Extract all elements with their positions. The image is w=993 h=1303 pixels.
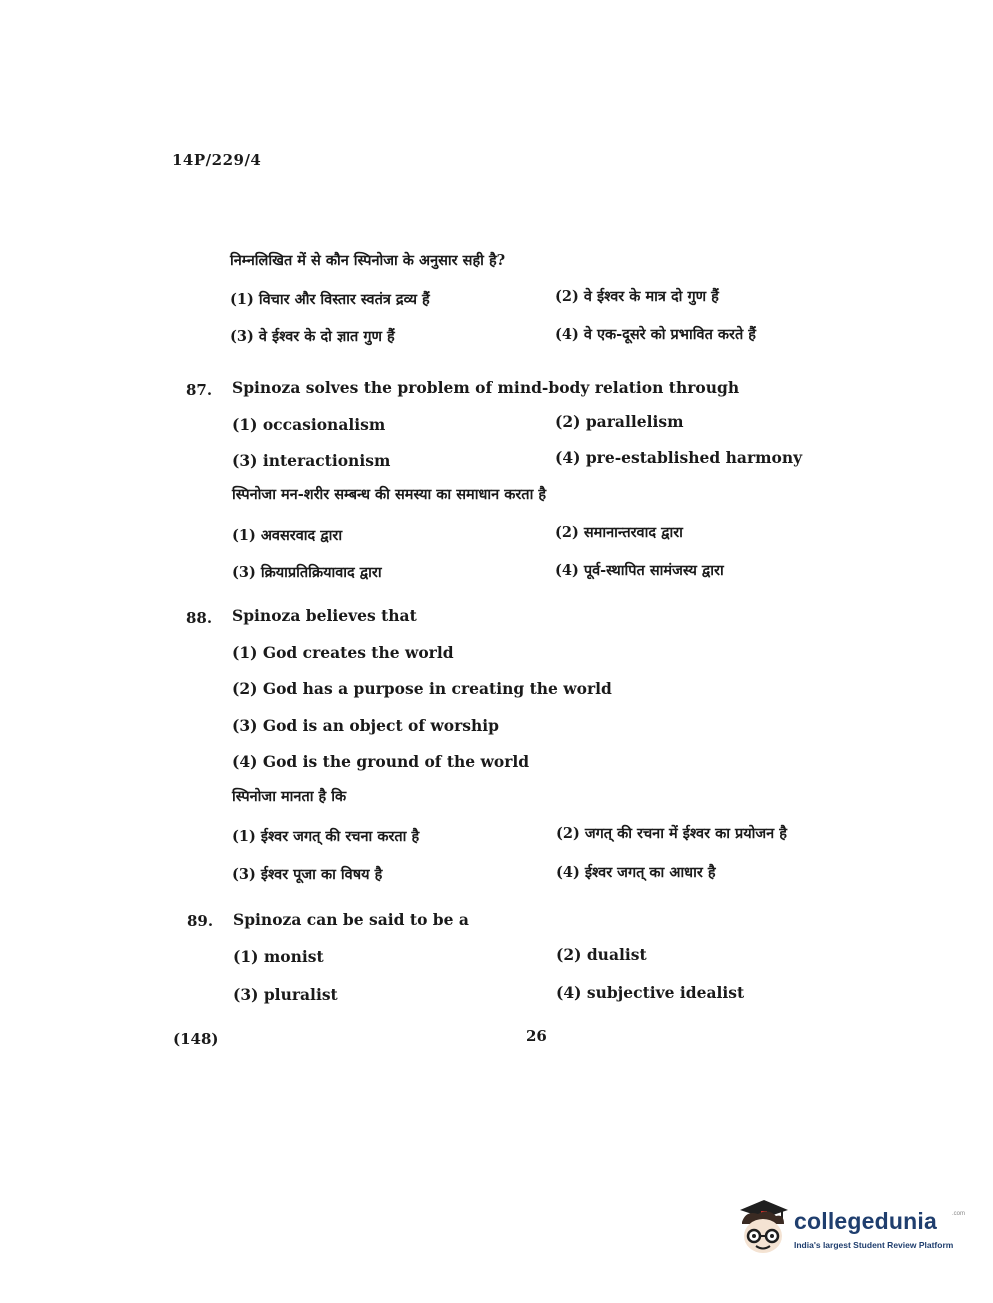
q89-option-2: (2) dualist [556, 945, 647, 964]
q87-option-2: (2) parallelism [555, 412, 684, 431]
q87-hindi-option-2: (2) समानान्तरवाद द्वारा [555, 524, 683, 541]
logo-tagline: India's largest Student Review Platform [794, 1240, 954, 1250]
page-number: 26 [526, 1027, 547, 1045]
q86-hindi-option-2: (2) वे ईश्वर के मात्र दो गुण हैं [555, 288, 719, 305]
collegedunia-logo[interactable] [734, 1196, 964, 1260]
mascot-icon [734, 1196, 792, 1260]
q88-option-3: (3) God is an object of worship [232, 716, 499, 735]
q86-hindi-option-1: (1) विचार और विस्तार स्वतंत्र द्रव्य हैं [230, 291, 430, 308]
q89-option-3: (3) pluralist [233, 985, 338, 1004]
q89-stem: Spinoza can be said to be a [233, 910, 469, 929]
q88-hindi-option-1: (1) ईश्वर जगत् की रचना करता है [232, 828, 420, 845]
q87-hindi-option-3: (3) क्रियाप्रतिक्रियावाद द्वारा [232, 564, 382, 581]
q88-option-4: (4) God is the ground of the world [232, 752, 530, 771]
q88-hindi-option-2: (2) जगत् की रचना में ईश्वर का प्रयोजन है [556, 825, 787, 842]
q87-number: 87. [186, 381, 213, 399]
q86-hindi-option-4: (4) वे एक-दूसरे को प्रभावित करते हैं [555, 326, 756, 343]
q88-hindi-option-3: (3) ईश्वर पूजा का विषय है [232, 866, 383, 883]
q88-hindi-option-4: (4) ईश्वर जगत् का आधार है [556, 864, 716, 881]
booklet-number: (148) [173, 1030, 219, 1048]
q88-hindi-stem: स्पिनोजा मानता है कि [232, 788, 347, 805]
logo-wordmark: collegedunia [794, 1208, 937, 1234]
q89-option-4: (4) subjective idealist [556, 983, 745, 1002]
q87-option-3: (3) interactionism [232, 451, 391, 470]
q87-option-1: (1) occasionalism [232, 415, 386, 434]
q88-option-2: (2) God has a purpose in creating the world [232, 679, 612, 698]
q88-stem: Spinoza believes that [232, 606, 417, 625]
q87-hindi-option-4: (4) पूर्व-स्थापित सामंजस्य द्वारा [555, 562, 724, 579]
q88-number: 88. [186, 609, 213, 627]
q86-hindi-stem: निम्नलिखित में से कौन स्पिनोजा के अनुसार सही है? [230, 252, 506, 269]
q87-option-4: (4) pre-established harmony [555, 448, 803, 467]
q89-number: 89. [187, 912, 214, 930]
paper-code: 14P/229/4 [172, 151, 262, 169]
q87-hindi-stem: स्पिनोजा मन-शरीर सम्बन्ध की समस्या का समाधान करता है [232, 486, 547, 503]
q88-option-1: (1) God creates the world [232, 643, 454, 662]
q87-hindi-option-1: (1) अवसरवाद द्वारा [232, 527, 343, 544]
q86-hindi-option-3: (3) वे ईश्वर के दो ज्ञात गुण हैं [230, 328, 395, 345]
q87-stem: Spinoza solves the problem of mind-body relation through [232, 378, 740, 397]
q89-option-1: (1) monist [233, 947, 324, 966]
logo-domain-suffix: .com [952, 1211, 966, 1217]
